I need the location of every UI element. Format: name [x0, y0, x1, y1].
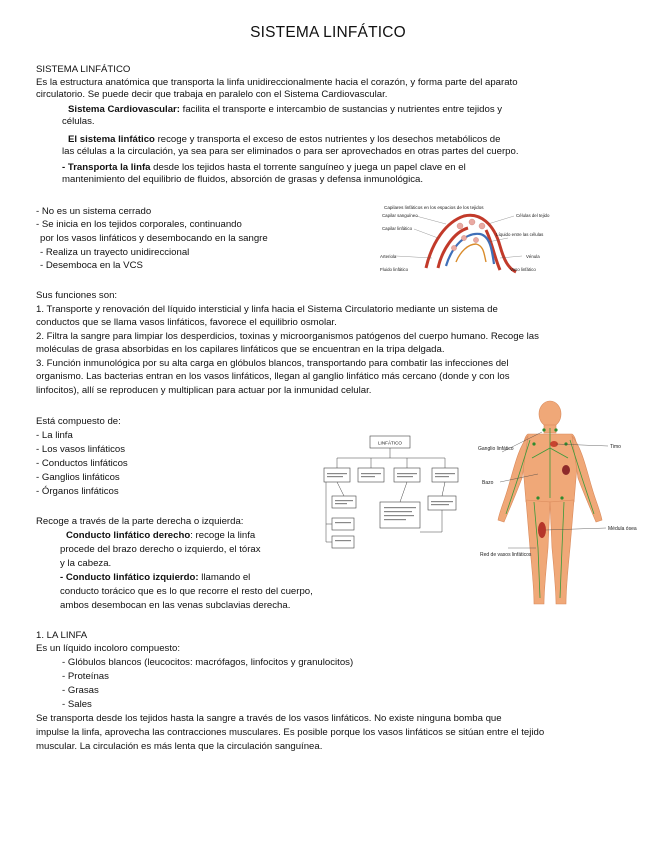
drainage-line: procede del brazo derecho o izquierdo, el tórax	[60, 544, 261, 555]
fig1-label: Capilar linfático	[382, 226, 413, 231]
fig1-label: Vaso linfático	[510, 267, 536, 272]
section-heading: SISTEMA LINFÁTICO	[36, 64, 131, 75]
fig1-title: Capilares linfáticos en los espacios de los tejidos	[384, 205, 484, 210]
fig1-label: Fluido linfático	[380, 267, 409, 272]
drainage-line: ambos desembocan en las venas subclavias derecha.	[60, 600, 291, 611]
drainage-right: Conducto linfático derecho: recoge la linfa	[66, 530, 256, 541]
feature-item: - Realiza un trayecto unidireccional	[40, 247, 190, 258]
function-line: organismo. Las bacterias entran en los vasos linfáticos, llegan al ganglio linfático más cercano (donde y con los	[36, 371, 510, 382]
body-label: Red de vasos linfáticos	[480, 552, 532, 558]
concept-map-figure	[318, 432, 464, 558]
feature-item: - Se inicia en los tejidos corporales, continuando	[36, 219, 242, 230]
body-label: Médula ósea	[608, 526, 637, 532]
function-line: 3. Función inmunológica por su alta carga en glóbulos blancos, transportando para combatir las infecciones del	[36, 358, 509, 369]
functions-heading: Sus funciones son:	[36, 290, 118, 301]
function-line: linfocitos), allí se reproducen y multiplican para actuar por la inmunidad celular.	[36, 385, 372, 396]
bullet-linfatico: El sistema linfático recoge y transporta el exceso de estos nutrientes y los desechos metabólicos de	[68, 134, 501, 145]
bullet-transporta: - Transporta la linfa desde los tejidos hasta el torrente sanguíneo y juega un papel clave en el	[62, 162, 466, 173]
lymph-item: - Sales	[62, 699, 92, 710]
composition-heading: Está compuesto de:	[36, 416, 121, 427]
concept-map-root: LINFÁTICO	[378, 440, 402, 446]
composition-item: - Órganos linfáticos	[36, 486, 119, 497]
composition-item: - Conductos linfáticos	[36, 458, 128, 469]
feature-item: - No es un sistema cerrado	[36, 206, 152, 217]
lymph-item: - Grasas	[62, 685, 99, 696]
page-title: SISTEMA LINFÁTICO	[250, 24, 406, 41]
feature-item: - Desemboca en la VCS	[40, 260, 143, 271]
paragraph-line: Es la estructura anatómica que transporta la linfa unidireccionalmente hacia el corazón, y forma parte del aparato	[36, 77, 518, 88]
body-label: Ganglio linfático	[478, 446, 514, 452]
drainage-left: - Conducto linfático izquierdo: llamando el	[60, 572, 251, 583]
function-line: 2. Filtra la sangre para limpiar los desperdicios, toxinas y microorganismos patógenos del cuerpo humano. Recoge las	[36, 331, 539, 342]
fig1-label: Líquido entre las células	[496, 232, 544, 237]
fig1-label: Arteriola	[380, 254, 397, 259]
fig1-label: Células del tejido	[516, 213, 550, 218]
drainage-line: conducto torácico que es lo que recorre el resto del cuerpo,	[60, 586, 313, 597]
section-heading: 1. LA LINFA	[36, 630, 88, 641]
paragraph-line: impulse la linfa, aprovecha las contracciones musculares. Es posible porque los vasos linfáticos se sitúan entre el tejido	[36, 727, 545, 738]
function-line: moléculas de grasa absorbidas en los capilares linfáticos que se encuentran en la tripa delgada.	[36, 344, 445, 355]
capillaries-figure	[376, 202, 554, 278]
composition-item: - Ganglios linfáticos	[36, 472, 120, 483]
fig1-label: Vénula	[526, 254, 540, 259]
bone-marrow-organ	[538, 522, 546, 538]
paragraph-line: muscular. La circulación es más lenta que la circulación sanguínea.	[36, 741, 323, 752]
bullet-line: mantenimiento del equilibrio de fluidos, absorción de grasas y defensa inmunológica.	[62, 174, 424, 185]
drainage-line: y la cabeza.	[60, 558, 112, 569]
body-label: Bazo	[482, 480, 494, 486]
body-lymphatic-figure	[478, 398, 638, 612]
bullet-cardiovascular: Sistema Cardiovascular: facilita el transporte e intercambio de sustancias y nutrientes entre tejidos y	[68, 104, 503, 115]
composition-item: - La linfa	[36, 430, 73, 441]
composition-item: - Los vasos linfáticos	[36, 444, 126, 455]
fig1-label: Capilar sanguíneo	[382, 213, 418, 218]
lymph-item: - Glóbulos blancos (leucocitos: macrófagos, linfocitos y granulocitos)	[62, 657, 354, 668]
bullet-line: las células a la circulación, ya sea para ser eliminados o para ser aprovechados en otras partes del cuerpo.	[62, 146, 519, 157]
lymph-item: - Proteínas	[62, 671, 109, 682]
paragraph-line: circulatorio. Se puede decir que trabaja en paralelo con el Sistema Cardiovascular.	[36, 89, 388, 100]
section-intro: Es un líquido incoloro compuesto:	[36, 643, 180, 654]
spleen-organ	[562, 465, 570, 475]
paragraph-line: Se transporta desde los tejidos hasta la sangre a través de los vasos linfáticos. No existe ninguna bomba que	[36, 713, 502, 724]
bullet-line: células.	[62, 116, 95, 127]
drainage-intro: Recoge a través de la parte derecha o izquierda:	[36, 516, 244, 527]
body-label: Timo	[610, 444, 621, 450]
feature-item: por los vasos linfáticos y desembocando en la sangre	[40, 233, 268, 244]
function-line: 1. Transporte y renovación del líquido intersticial y linfa hacia el Sistema Circulatorio mediante un sistema de	[36, 304, 498, 315]
function-line: conductos que se llama vasos linfáticos, favorece el equilibrio osmolar.	[36, 317, 337, 328]
